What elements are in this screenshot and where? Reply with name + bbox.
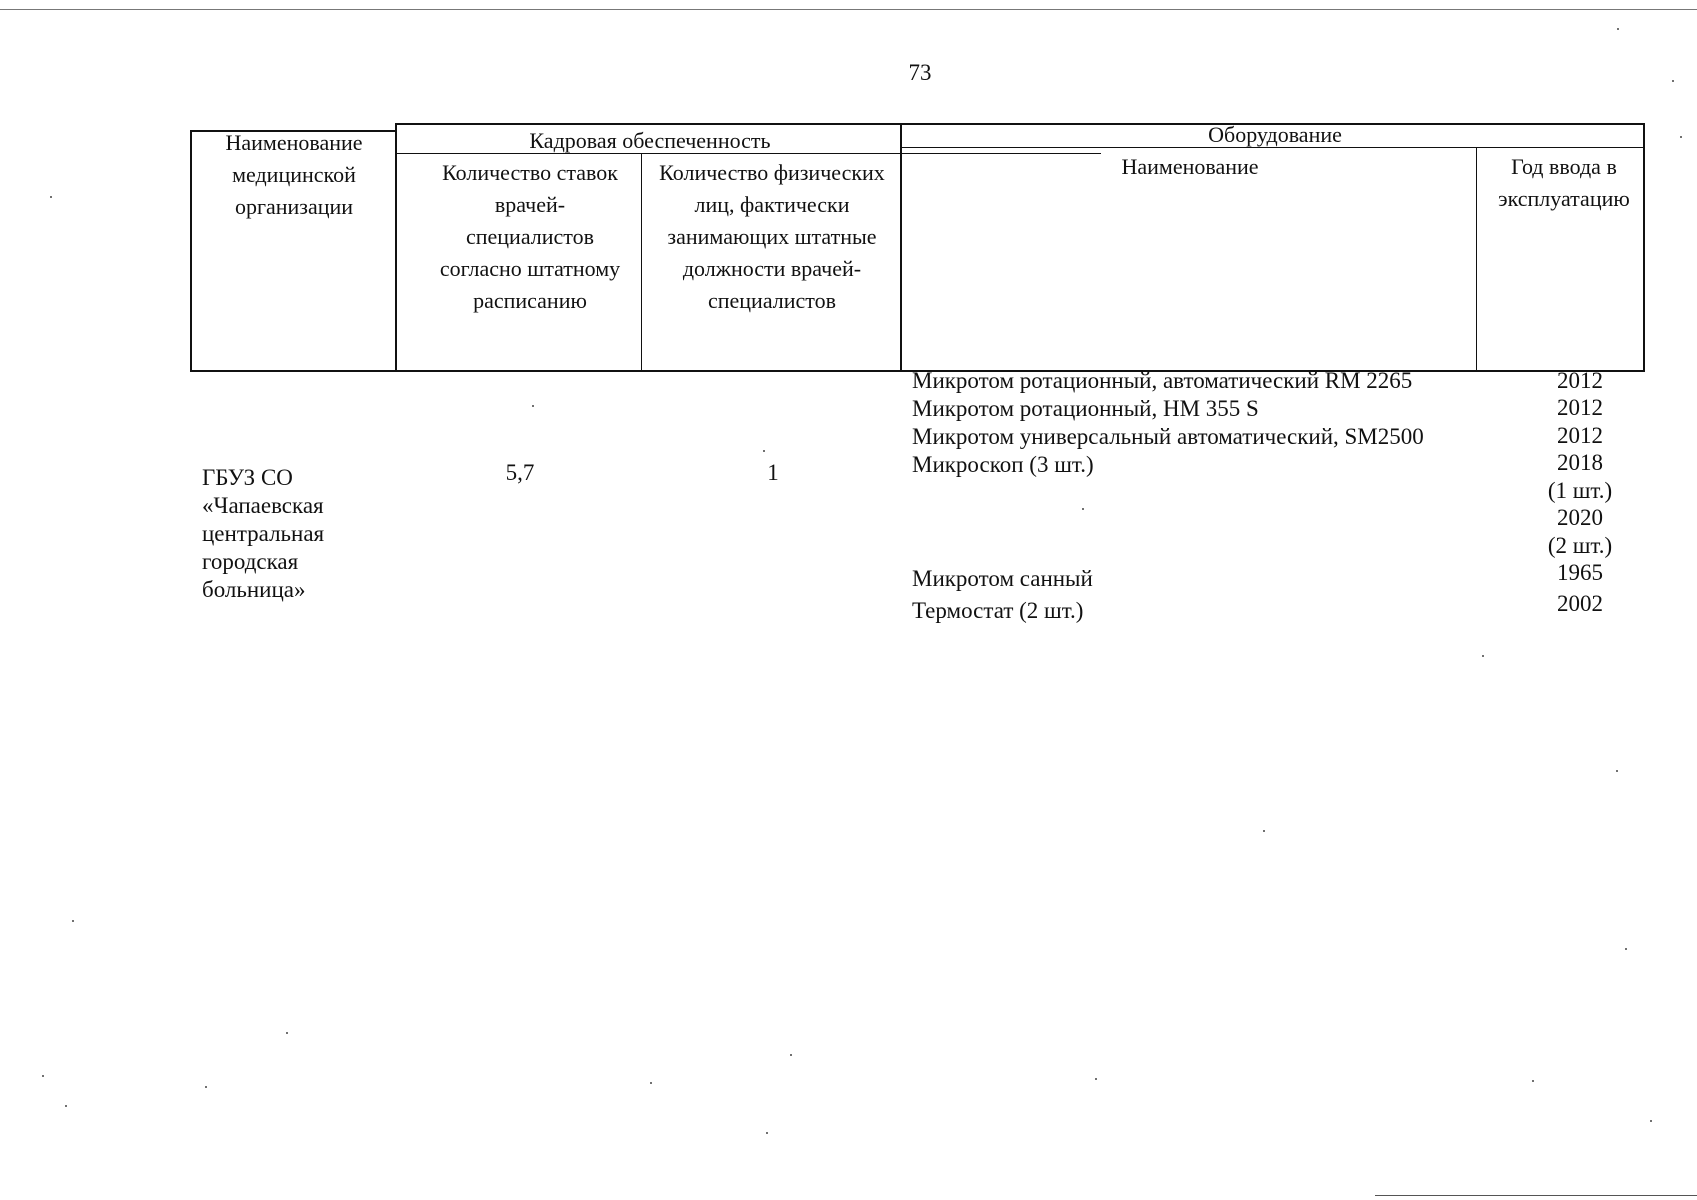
scan-speck	[1616, 770, 1618, 772]
year-value: (1 шт.)	[1547, 478, 1613, 503]
scan-speck	[1482, 655, 1484, 657]
header-equipment-group: Оборудование	[1208, 122, 1342, 147]
col-rule-2	[641, 153, 642, 372]
scan-speck	[50, 196, 52, 198]
scan-speck	[650, 1082, 652, 1084]
row-staff-persons: 1	[767, 460, 779, 485]
row-org-name: ГБУЗ СО «Чапаевская центральная городская больница»	[202, 465, 325, 602]
scan-speck	[65, 1105, 67, 1107]
scan-speck	[1625, 948, 1627, 950]
year-value: 2012	[1557, 423, 1603, 448]
equipment-item: Термостат (2 шт.)	[912, 598, 1084, 623]
col-rule-0	[190, 130, 192, 372]
scan-speck	[1095, 1078, 1097, 1080]
year-value: 2002	[1557, 591, 1603, 616]
scan-speck	[1082, 508, 1084, 510]
col-rule-3	[900, 123, 902, 372]
year-value: (2 шт.)	[1547, 533, 1613, 558]
scan-speck	[1672, 80, 1674, 82]
equipment-item: Микроскоп (3 шт.)	[912, 452, 1094, 477]
scan-speck	[532, 405, 534, 407]
scan-edge-top	[0, 0, 1697, 10]
scan-speck	[1617, 28, 1619, 30]
scan-speck	[1263, 830, 1265, 832]
scan-speck	[763, 450, 765, 452]
equipment-item: Микротом ротационный, HM 355 S	[912, 396, 1259, 421]
year-value: 2012	[1557, 368, 1603, 393]
year-value: 2012	[1557, 395, 1603, 420]
equipment-item: Микротом санный	[912, 566, 1093, 591]
col-rule-4	[1476, 147, 1477, 372]
equipment-item: Микротом универсальный автоматический, SM2500	[912, 424, 1424, 449]
header-staff-positions: Количество ставок врачей-специалистов согласно штатному расписанию	[439, 160, 621, 313]
row-staff-positions: 5,7	[505, 460, 535, 485]
scan-edge-bottom	[1375, 1195, 1697, 1196]
scan-speck	[1532, 1080, 1534, 1082]
header-staffing-group: Кадровая обеспеченность	[529, 128, 771, 153]
header-equipment-name: Наименование	[1121, 154, 1259, 179]
scan-speck	[72, 920, 74, 922]
col-rule-1	[395, 123, 397, 372]
scan-speck	[1650, 1120, 1652, 1122]
scan-speck	[42, 1075, 44, 1077]
scan-speck	[286, 1032, 288, 1034]
year-value: 2018	[1557, 450, 1603, 475]
scan-speck	[766, 1132, 768, 1134]
scan-speck	[1680, 136, 1682, 138]
header-org-name: Наименование медицинской организации	[225, 130, 363, 219]
equipment-item: Микротом ротационный, автоматический RM 2265	[912, 368, 1413, 393]
header-staff-persons: Количество физических лиц, фактически занимающих штатные должности врачей-специалистов	[659, 160, 885, 313]
table-header	[190, 115, 1645, 372]
year-value: 2020	[1557, 505, 1603, 530]
scan-speck	[790, 1054, 792, 1056]
header-equipment-year: Год ввода в эксплуатацию	[1498, 154, 1630, 211]
page-number: 73	[908, 60, 932, 85]
year-value: 1965	[1557, 560, 1603, 585]
scan-speck	[205, 1086, 207, 1088]
